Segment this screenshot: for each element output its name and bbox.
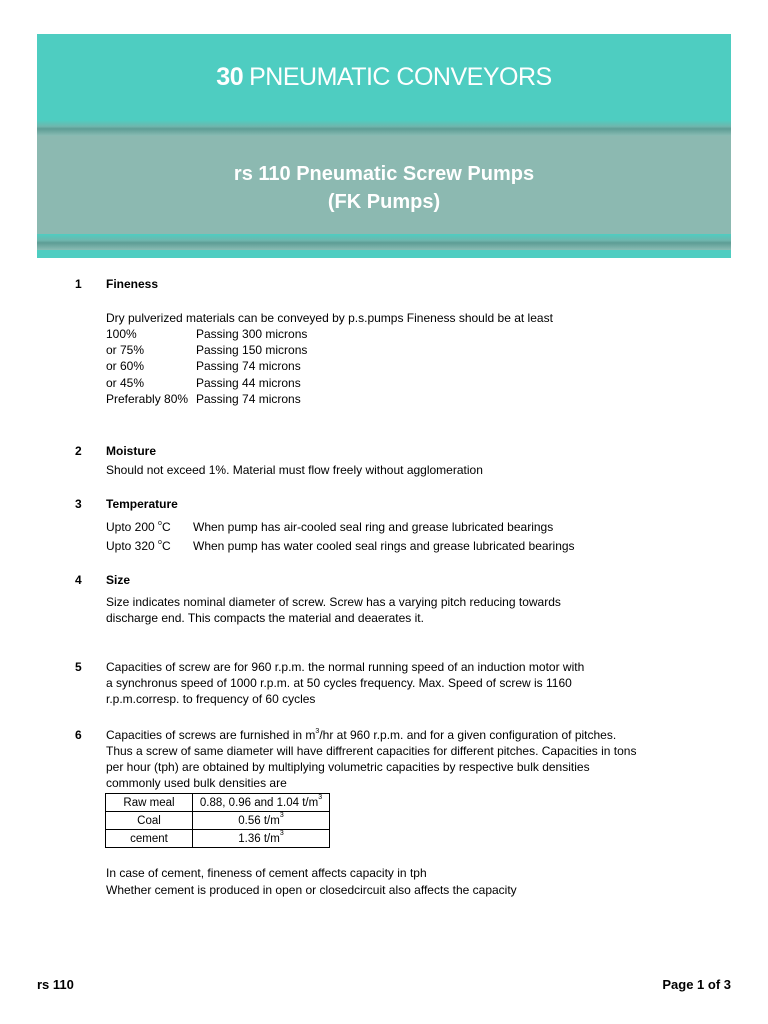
section-number: 1 <box>75 277 82 291</box>
speed-text-line: a synchronus speed of 1000 r.p.m. at 50 cycles frequency. Max. Speed of screw is 1160 <box>106 676 572 690</box>
size-text-line: discharge end. This compacts the material and deaerates it. <box>106 611 424 625</box>
section-number: 4 <box>75 573 82 587</box>
material-cell: Coal <box>106 812 193 830</box>
temperature-desc: When pump has water cooled seal rings and grease lubricated bearings <box>193 539 575 553</box>
section-number: 3 <box>75 497 82 511</box>
speed-text-line: Capacities of screw are for 960 r.p.m. the normal running speed of an induction motor with <box>106 660 585 674</box>
size-text-line: Size indicates nominal diameter of screw. Screw has a varying pitch reducing towards <box>106 595 561 609</box>
banner-shade-upper <box>37 120 731 136</box>
density-cell: 1.36 $t/m^3$ <box>193 830 330 848</box>
capacity-text-line: commonly used bulk densities are <box>106 776 287 790</box>
fineness-pct: or 60% <box>106 359 145 373</box>
chapter-title-text: PNEUMATIC CONVEYORS <box>249 63 552 91</box>
bulk-density-table <box>105 793 330 848</box>
fineness-pct: or 75% <box>106 343 145 357</box>
section-number: 2 <box>75 444 82 458</box>
fineness-passing: Passing 74 microns <box>196 392 301 406</box>
section-banner <box>37 136 731 234</box>
temperature-value: Upto 200 $^o$C <box>106 520 171 534</box>
temperature-value: Upto 320 $^o$C <box>106 539 171 553</box>
fineness-passing: Passing 150 microns <box>196 343 308 357</box>
fineness-passing: Passing 300 microns <box>196 327 308 341</box>
density-cell: 0.56 $t/m^3$ <box>193 812 330 830</box>
table-row <box>106 794 330 812</box>
chapter-number: 30 <box>216 63 244 91</box>
capacity-text-line: per hour (tph) are obtained by multiplying volumetric capacities by respective bulk densities <box>106 760 590 774</box>
banner-bottom-strip <box>37 250 731 258</box>
material-cell: Raw meal <box>106 794 193 812</box>
section-number: 6 <box>75 728 82 742</box>
fineness-intro: Dry pulverized materials can be conveyed by p.s.pumps Fineness should be at least <box>106 311 553 325</box>
chapter-title <box>37 63 731 92</box>
fineness-passing: Passing 44 microns <box>196 376 301 390</box>
fineness-pct: 100% <box>106 327 137 341</box>
banner-shade-lower <box>37 234 731 250</box>
section-heading-size: Size <box>106 573 131 587</box>
fineness-pct: or 45% <box>106 376 145 390</box>
fineness-passing: Passing 74 microns <box>196 359 301 373</box>
section-number: 5 <box>75 660 82 674</box>
chapter-banner <box>37 34 731 120</box>
cement-note: In case of cement, fineness of cement affects capacity in tph <box>106 866 427 880</box>
footer-page-number: Page 1 of 3 <box>662 977 731 992</box>
footer-doc-id: rs 110 <box>37 977 74 992</box>
fineness-pct: Preferably 80% <box>106 392 189 406</box>
section-title <box>37 160 731 216</box>
moisture-text: Should not exceed 1%. Material must flow freely without agglomeration <box>106 463 483 477</box>
section-heading-moisture: Moisture <box>106 444 157 458</box>
speed-text-line: r.p.m.corresp. to frequency of 60 cycles <box>106 692 316 706</box>
cement-note: Whether cement is produced in open or closedcircuit also affects the capacity <box>106 883 517 897</box>
section-heading-fineness: Fineness <box>106 277 159 291</box>
material-cell: cement <box>106 830 193 848</box>
section-title-line1: rs 110 Pneumatic Screw Pumps <box>233 163 535 185</box>
temperature-desc: When pump has air-cooled seal ring and grease lubricated bearings <box>193 520 554 534</box>
capacity-text-line: Thus a screw of same diameter will have diffrerent capacities for different pitches. Capacities in tons <box>106 744 637 758</box>
density-cell: 0.88, 0.96 and 1.04 $t/m^3$ <box>193 794 330 812</box>
table-row <box>106 812 330 830</box>
table-row <box>106 830 330 848</box>
section-title-line2: (FK Pumps) <box>327 191 441 213</box>
section-heading-temperature: Temperature <box>106 497 178 511</box>
capacity-text-line: Capacities of screws are furnished in $m^3/hr$ at 960 r.p.m. and for a given configuration of pitches. <box>106 728 617 742</box>
